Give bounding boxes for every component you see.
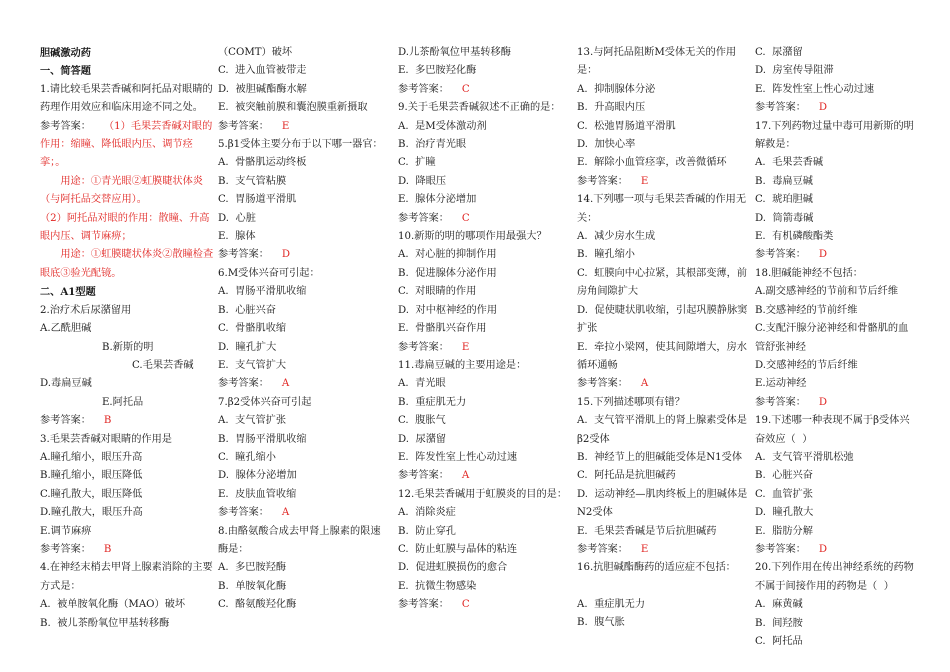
text-line: E. 皮肤血管收缩 — [218, 488, 297, 500]
answer-label: 参考答案： — [577, 175, 628, 187]
answer-line — [577, 375, 749, 393]
text-line: E. 多巴胺羟化酶 — [398, 65, 477, 77]
text-line: E.阿托品 — [102, 396, 144, 408]
text-line: A. 是M受体激动剂 — [398, 120, 487, 132]
text-line: D. 加快心率 — [577, 139, 636, 151]
text-line: A. 消除炎症 — [398, 507, 456, 519]
text-line: D.毒扁豆碱 — [40, 378, 92, 390]
answer-value: E — [281, 120, 290, 132]
text-line: C. 防止虹膜与晶体的粘连 — [398, 543, 518, 555]
answer-line — [577, 173, 749, 191]
text-line: A.瞳孔缩小，眼压升高 — [40, 451, 143, 463]
text-line: B. 胃肠平滑肌收缩 — [218, 433, 307, 445]
text-line: E. 有机磷酸酯类 — [755, 231, 834, 243]
text-line: C. 松弛胃肠道平滑肌 — [577, 120, 676, 132]
text-line: C. 尿潴留 — [755, 47, 803, 58]
text-line: B. 神经节上的胆碱能受体是N1受体 — [577, 451, 743, 463]
answer-label: 参考答案： — [40, 543, 91, 555]
column-4 — [577, 44, 749, 633]
text-line: E. 毛果芸香碱是节后抗胆碱药 — [577, 525, 717, 537]
text-line: E. 阵发性室上性心动过速 — [398, 451, 518, 463]
answer-line — [755, 246, 915, 264]
answer-value: D — [818, 396, 828, 408]
answer-value: E — [640, 543, 649, 555]
text-line: 7.β2受体兴奋可引起 — [218, 396, 312, 408]
column-1 — [40, 44, 215, 633]
answer-label: 参考答案： — [755, 249, 806, 261]
answer-line — [755, 394, 915, 412]
answer-label: 参考答案： — [755, 396, 806, 408]
text-line: C. 阿托品 — [755, 636, 803, 647]
answer-label: 参考答案： — [398, 83, 449, 95]
text-line: D. 心脏 — [218, 212, 256, 224]
text-line: 用途：①虹膜睫状体炎②散瞳检查眼底③验光配镜。 — [40, 249, 214, 279]
text-line: 19.下述哪一种表现不属于β受体兴奋效应（ ） — [755, 415, 910, 445]
text-line: 16.抗胆碱酯酶药的适应症不包括： — [577, 562, 736, 574]
text-line: D. 运动神经—肌肉终板上的胆碱体是N2受体 — [577, 488, 748, 519]
text-line: 2.治疗术后尿潴留用 — [40, 304, 132, 316]
text-line: D. 筒箭毒碱 — [755, 212, 814, 224]
text-line: B.瞳孔缩小，眼压降低 — [40, 470, 143, 482]
answer-line — [218, 504, 390, 522]
text-line: B. 被儿茶酚氧位甲基转移酶 — [40, 617, 170, 629]
answer-line — [40, 412, 215, 430]
answer-value: D — [818, 249, 828, 261]
answer-line — [577, 541, 749, 559]
text-line: A.乙酰胆碱 — [40, 323, 92, 335]
text-line: D. 促使睫状肌收缩，引起巩膜静脉窦扩张 — [577, 304, 748, 335]
text-line: 13.与阿托品阻断M受体无关的作用是： — [577, 47, 737, 77]
text-line: B. 重症肌无力 — [398, 396, 467, 408]
answer-label: 参考答案： — [577, 378, 628, 390]
answer-value: E — [461, 341, 470, 353]
text-line: D.瞳孔散大，眼压升高 — [40, 507, 143, 519]
answer-value: B — [103, 415, 112, 427]
text-line: 9.关于毛果芸香碱叙述不正确的是： — [398, 102, 561, 114]
text-line: E. 抗微生物感染 — [398, 580, 477, 592]
text-line: D. 对中枢神经的作用 — [398, 304, 498, 316]
answer-line — [40, 541, 215, 559]
text-line: A. 支气管扩张 — [218, 415, 287, 427]
text-line: B. 毒扁豆碱 — [755, 175, 813, 187]
answer-label: 参考答案： — [40, 415, 91, 427]
text-line: B. 单胺氧化酶 — [218, 580, 287, 592]
text-line: E. 牵拉小梁网，使其间隙增大，房水循环通畅 — [577, 341, 747, 371]
text-line: （2）阿托品对眼的作用：散瞳、升高眼内压、调节麻痹； — [40, 212, 210, 243]
text-line: D. 房室传导阻滞 — [755, 65, 834, 77]
answer-label: 参考答案： — [218, 378, 269, 390]
answer-label: 参考答案： — [398, 599, 449, 611]
answer-value: A — [281, 378, 290, 390]
text-line: B. 促进腺体分泌作用 — [398, 267, 497, 279]
text-line: A. 骨骼肌运动终板 — [218, 157, 307, 169]
text-line: A. 多巴胺羟酶 — [218, 562, 287, 574]
text-line: A. 被单胺氧化酶（MAO）破坏 — [40, 599, 186, 611]
text-line: E. 支气管扩大 — [218, 359, 287, 371]
text-line: 1.请比较毛果芸香碱和阿托品对眼睛的药理作用效应和临床用途不同之处。 — [40, 83, 213, 114]
answer-label: 参考答案： — [218, 249, 269, 261]
section-heading: 二、A1型题 — [40, 286, 96, 299]
text-line: B. 心脏兴奋 — [755, 470, 813, 482]
text-line: E.运动神经 — [755, 378, 807, 390]
answer-value: C — [461, 212, 470, 224]
answer-line — [755, 99, 915, 117]
text-line: C. 对眼睛的作用 — [398, 286, 477, 298]
text-line: A. 对心脏的抑制作用 — [398, 249, 497, 261]
text-line: C. 琥珀胆碱 — [755, 194, 813, 206]
text-line: D. 被胆碱酯酶水解 — [218, 83, 307, 95]
text-line: A. 青光眼 — [398, 378, 446, 390]
answer-label: 参考答案： — [398, 341, 449, 353]
answer-line — [218, 375, 390, 393]
text-line: E. 脂肪分解 — [755, 525, 813, 537]
text-line: 12.毛果芸香碱用于虹膜炎的目的是： — [398, 488, 568, 500]
answer-label: 参考答案： — [218, 507, 269, 519]
column-5 — [755, 44, 915, 651]
answer-line — [398, 210, 570, 228]
text-line: C. 腹胀气 — [398, 415, 446, 427]
answer-line — [398, 81, 570, 99]
text-line: B. 心脏兴奋 — [218, 304, 276, 316]
answer-value: A — [461, 470, 470, 482]
text-line: A. 支气管平滑肌松弛 — [755, 451, 854, 463]
answer-line — [218, 246, 390, 264]
text-line: 用途：①青光眼②虹膜睫状体炎（与阿托品交替应用）。 — [40, 175, 203, 206]
text-line: C. 虹膜向中心拉紧，其根部变薄，前房角间隙扩大 — [577, 267, 747, 298]
answer-value: C — [461, 599, 470, 611]
text-line: 17.下列药物过量中毒可用新斯的明解救是： — [755, 120, 914, 151]
text-line: D.交感神经的节后纤维 — [755, 359, 858, 371]
text-line: （COMT）破坏 — [218, 47, 293, 58]
text-line: D. 降眼压 — [398, 175, 447, 187]
text-line: D. 尿潴留 — [398, 433, 447, 445]
answer-label: 参考答案： — [398, 470, 449, 482]
text-line: 8.由酪氨酸合成去甲肾上腺素的限速酶是： — [218, 525, 381, 555]
text-line: E. 腺体 — [218, 231, 256, 243]
answer-value: D — [818, 543, 828, 555]
answer-value: （1）毛果芸香碱对眼的作用：缩瞳、降低眼内压、调节痉挛；。 — [40, 120, 213, 169]
text-line: A. 支气管平滑肌上的肾上腺素受体是β2受体 — [577, 415, 747, 445]
text-line: 6.M受体兴奋可引起： — [218, 267, 320, 279]
text-line: 4.在神经末梢去甲肾上腺素消除的主要方式是： — [40, 562, 213, 592]
text-line: B. 治疗青光眼 — [398, 139, 467, 151]
text-line: C. 血管扩张 — [755, 488, 813, 500]
section-heading: 一、简答题 — [40, 65, 91, 78]
text-line: A. 胃肠平滑肌收缩 — [218, 286, 307, 298]
text-line: B. 瞳孔缩小 — [577, 249, 635, 261]
text-line: 5.β1受体主要分布于以下哪一器官： — [218, 139, 383, 151]
answer-value: B — [103, 543, 112, 555]
text-line: C.毛果芸香碱 — [132, 359, 194, 371]
text-line: 10.新斯的明的哪项作用最强大？ — [398, 231, 547, 243]
text-line: B.新斯的明 — [102, 341, 154, 353]
text-line: C.支配汗腺分泌神经和骨骼肌的血管舒张神经 — [755, 323, 909, 353]
text-line: B. 升高眼内压 — [577, 102, 646, 114]
text-line: A. 抑制腺体分泌 — [577, 83, 656, 95]
text-line: D.儿茶酚氧位甲基转移酶 — [398, 47, 511, 58]
text-line: C. 瞳孔缩小 — [218, 451, 276, 463]
answer-line — [398, 467, 570, 485]
text-line: C. 扩瞳 — [398, 157, 436, 169]
text-line: C. 阿托品是抗胆碱药 — [577, 470, 676, 482]
text-line: D. 腺体分泌增加 — [218, 470, 297, 482]
text-line: E.调节麻痹 — [40, 525, 92, 537]
text-line: 15.下列描述哪项有错？ — [577, 396, 685, 408]
text-line: D. 促进虹膜损伤的愈合 — [398, 562, 508, 574]
text-line: 11.毒扁豆碱的主要用途是： — [398, 359, 527, 371]
text-line: E. 被突触前膜和囊泡膜重新摄取 — [218, 102, 368, 114]
text-line: C. 胃肠道平滑肌 — [218, 194, 297, 206]
text-line: A.副交感神经的节前和节后纤维 — [755, 286, 899, 298]
text-line: B. 间羟胺 — [755, 617, 803, 629]
text-line: C. 酪氨酸羟化酶 — [218, 599, 297, 611]
text-line: 18.胆碱能神经不包括： — [755, 267, 863, 279]
answer-line — [218, 118, 390, 136]
column-3 — [398, 44, 570, 615]
answer-value: D — [281, 249, 291, 261]
text-line: B. 腹气胀 — [577, 617, 625, 629]
text-line: C. 进入血管被带走 — [218, 65, 307, 77]
answer-value: A — [640, 378, 649, 390]
document-title: 胆碱激动药 — [40, 47, 91, 59]
text-line: 20.下列作用在传出神经系统的药物不属于间接作用的药物是（ ） — [755, 562, 914, 592]
text-line: C.瞳孔散大，眼压降低 — [40, 488, 143, 500]
text-line: B. 支气管粘膜 — [218, 175, 287, 187]
text-line: E. 解除小血管痉挛，改善微循环 — [577, 157, 727, 169]
answer-label: 参考答案： — [577, 543, 628, 555]
answer-label: 参考答案： — [398, 212, 449, 224]
text-line: A. 减少房水生成 — [577, 231, 656, 243]
answer-value: D — [818, 102, 828, 114]
answer-value: A — [281, 507, 290, 519]
text-line: 14.下列哪一项与毛果芸香碱的作用无关： — [577, 194, 747, 224]
answer-line — [40, 118, 215, 173]
text-line: 3.毛果芸香碱对眼睛的作用是 — [40, 433, 172, 445]
text-line: B. 防止穿孔 — [398, 525, 456, 537]
answer-label: 参考答案： — [755, 102, 806, 114]
answer-line — [398, 339, 570, 357]
text-line: D. 瞳孔散大 — [755, 507, 814, 519]
text-line: B.交感神经的节前纤维 — [755, 304, 858, 316]
blank-line — [577, 578, 749, 596]
text-line: C. 骨骼肌收缩 — [218, 323, 287, 335]
text-line: E. 腺体分泌增加 — [398, 194, 477, 206]
answer-value: C — [461, 83, 470, 95]
answer-label: 参考答案： — [755, 543, 806, 555]
answer-value: E — [640, 175, 649, 187]
text-line: A. 麻黄碱 — [755, 599, 803, 611]
text-line: E. 骨骼肌兴奋作用 — [398, 323, 487, 335]
text-line: E. 阵发性室上性心动过速 — [755, 83, 875, 95]
answer-line — [755, 541, 915, 559]
text-line: D. 瞳孔扩大 — [218, 341, 277, 353]
answer-line — [398, 596, 570, 614]
text-line: A. 毛果芸香碱 — [755, 157, 824, 169]
text-line: A. 重症肌无力 — [577, 598, 646, 610]
answer-label: 参考答案： — [218, 120, 269, 132]
answer-label: 参考答案： — [40, 120, 91, 132]
column-2 — [218, 44, 390, 615]
